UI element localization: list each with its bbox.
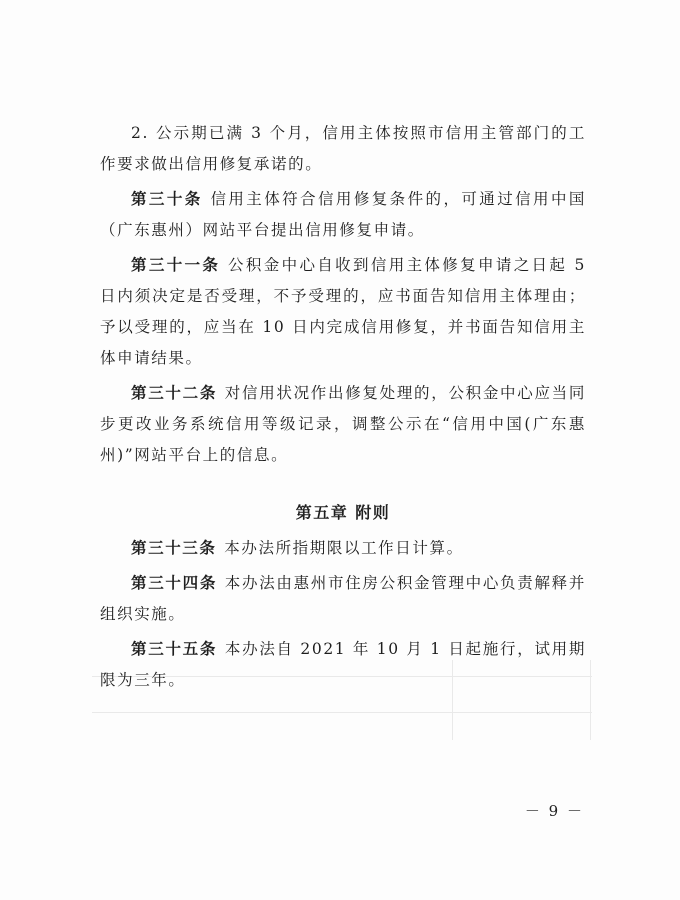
article-number: 第三十一条 xyxy=(131,255,221,274)
article-text: 信用主体符合信用修复条件的，可通过信用中国（广东惠州）网站平台提出信用修复申请。 xyxy=(100,190,586,239)
article-text: 对信用状况作出修复处理的，公积金中心应当同步更改业务系统信用等级记录，调整公示在“信用中国(广东惠州)”网站平台上的信息。 xyxy=(100,384,586,464)
article-text: 本办法由惠州市住房公积金管理中心负责解释并组织实施。 xyxy=(100,574,586,623)
chapter-heading: 第五章 附则 xyxy=(295,503,391,522)
bleed-through-line xyxy=(590,660,591,740)
page-number: － 9 － xyxy=(524,802,584,820)
article-32 xyxy=(100,377,586,471)
article-34 xyxy=(100,567,586,630)
article-number: 第三十四条 xyxy=(131,573,218,592)
article-text: 本办法自 2021 年 10 月 1 日起施行，试用期限为三年。 xyxy=(100,640,586,689)
paragraph-item-2 xyxy=(100,118,586,180)
bleed-through-line xyxy=(92,712,592,713)
article-33 xyxy=(100,532,586,564)
paragraph-text: 2. 公示期已满 3 个月，信用主体按照市信用主管部门的工作要求做出信用修复承诺的。 xyxy=(100,124,586,173)
article-text: 本办法所指期限以工作日计算。 xyxy=(224,539,464,557)
article-35 xyxy=(100,633,586,696)
article-text: 公积金中心自收到信用主体修复申请之日起 5 日内须决定是否受理，不予受理的，应书面告知信用主体理由；予以受理的，应当在 10 日内完成信用修复，并书面告知信用主体申请结果。 xyxy=(100,256,586,367)
article-30 xyxy=(100,183,586,246)
article-number: 第三十条 xyxy=(131,189,203,208)
article-number: 第三十五条 xyxy=(131,639,218,658)
article-number: 第三十三条 xyxy=(131,538,217,557)
article-31 xyxy=(100,249,586,374)
body-text xyxy=(100,118,586,696)
article-number: 第三十二条 xyxy=(131,383,218,402)
